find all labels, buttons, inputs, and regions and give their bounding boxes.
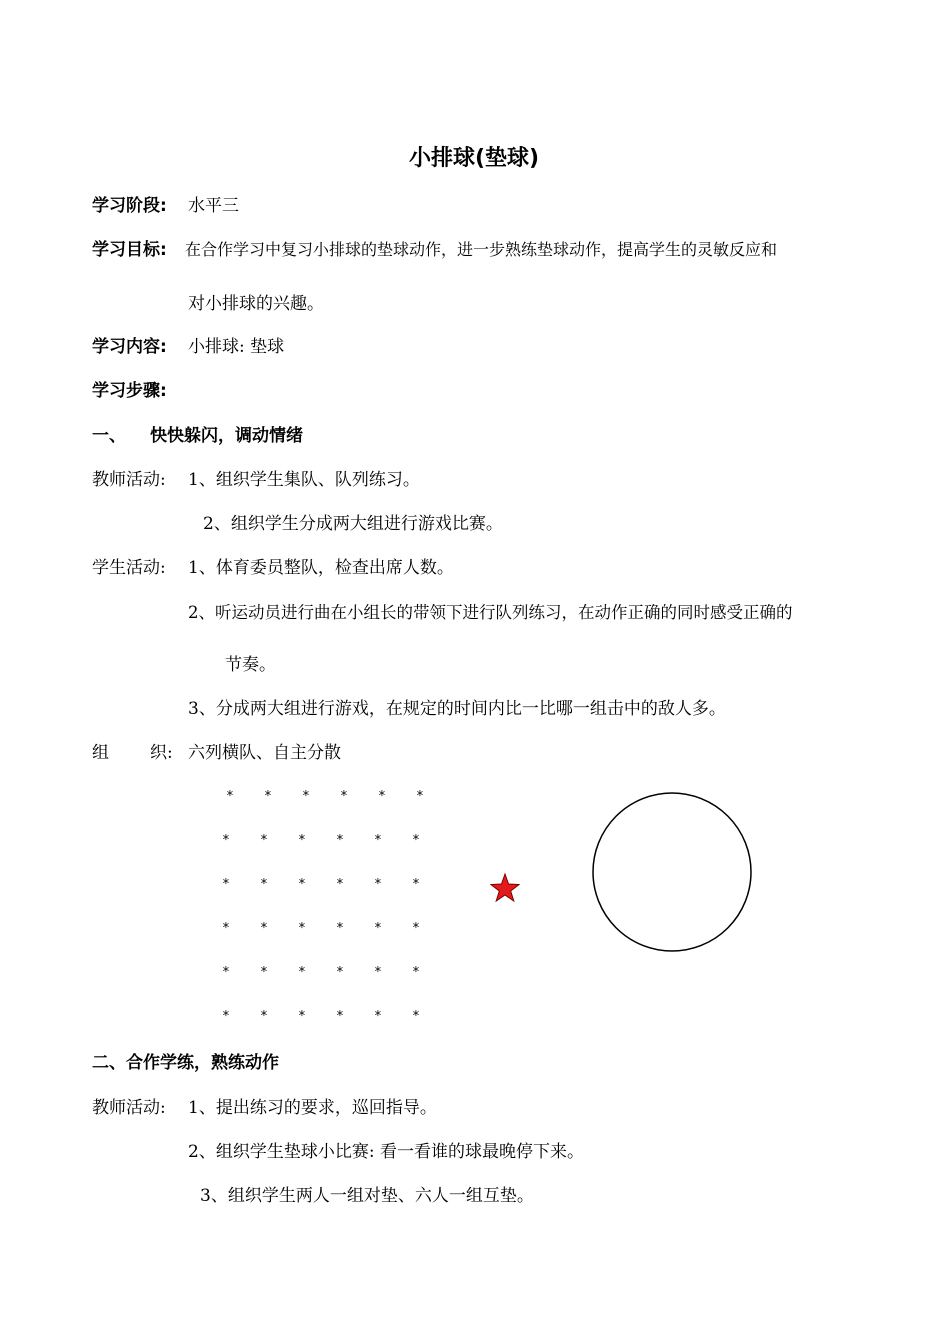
student-marker: * — [374, 877, 382, 892]
org-label-part2: 织: — [150, 743, 173, 763]
student-marker: * — [374, 921, 382, 936]
student-marker: * — [298, 921, 306, 936]
s1-student-label: 学生活动: — [92, 558, 166, 578]
student-marker: * — [298, 965, 306, 980]
goal-label: 学习目标: — [92, 240, 167, 260]
s2-teacher-item: 1、提出练习的要求，巡回指导。 — [188, 1098, 437, 1118]
steps-label: 学习步骤: — [92, 381, 167, 401]
student-marker: * — [374, 833, 382, 848]
goal-text-line2: 对小排球的兴趣。 — [188, 294, 324, 314]
org-value: 六列横队、自主分散 — [188, 743, 341, 763]
section1-heading: 快快躲闪，调动情绪 — [150, 426, 303, 446]
student-marker: * — [222, 1009, 230, 1024]
section1-number: 一、 — [92, 426, 126, 446]
student-marker: * — [336, 1009, 344, 1024]
student-marker: * — [264, 789, 272, 804]
student-marker: * — [412, 965, 420, 980]
student-marker: * — [260, 1009, 268, 1024]
student-marker: * — [298, 833, 306, 848]
s1-student-item: 2、听运动员进行曲在小组长的带领下进行队列练习，在动作正确的同时感受正确的 — [188, 603, 793, 622]
student-marker: * — [222, 877, 230, 892]
student-marker: * — [260, 877, 268, 892]
content-label: 学习内容: — [92, 337, 167, 357]
page-title: 小排球(垫球) — [409, 146, 540, 171]
student-marker: * — [374, 1009, 382, 1024]
s2-teacher-label: 教师活动: — [92, 1098, 166, 1118]
s2-teacher-item: 3、组织学生两人一组对垫、六人一组互垫。 — [200, 1186, 534, 1206]
student-marker: * — [260, 921, 268, 936]
s1-teacher-item: 1、组织学生集队、队列练习。 — [188, 470, 420, 490]
goal-text-line1: 在合作学习中复习小排球的垫球动作，进一步熟练垫球动作，提高学生的灵敏反应和 — [185, 240, 778, 259]
student-marker: * — [340, 789, 348, 804]
teacher-star-icon — [491, 874, 519, 901]
org-label-part1: 组 — [92, 743, 109, 763]
student-marker: * — [416, 789, 424, 804]
student-marker: * — [226, 789, 234, 804]
s1-teacher-label: 教师活动: — [92, 470, 166, 490]
student-marker: * — [412, 921, 420, 936]
student-marker: * — [378, 789, 386, 804]
s1-student-item: 3、分成两大组进行游戏，在规定的时间内比一比哪一组击中的敌人多。 — [188, 699, 726, 719]
s1-student-item-cont: 节奏。 — [225, 655, 276, 675]
activity-circle — [593, 793, 751, 951]
student-marker: * — [336, 921, 344, 936]
student-marker: * — [260, 833, 268, 848]
student-marker: * — [260, 965, 268, 980]
student-marker: * — [222, 965, 230, 980]
student-marker: * — [302, 789, 310, 804]
student-marker: * — [336, 877, 344, 892]
student-marker: * — [336, 833, 344, 848]
student-marker: * — [222, 833, 230, 848]
section2-heading: 二、合作学练，熟练动作 — [92, 1053, 279, 1073]
student-marker: * — [298, 1009, 306, 1024]
student-marker: * — [374, 965, 382, 980]
stage-label: 学习阶段: — [92, 196, 167, 216]
student-marker: * — [412, 833, 420, 848]
student-marker: * — [336, 965, 344, 980]
student-marker: * — [412, 1009, 420, 1024]
student-marker: * — [222, 921, 230, 936]
content-value: 小排球: 垫球 — [188, 337, 285, 357]
s1-student-item: 1、体育委员整队，检查出席人数。 — [188, 558, 454, 578]
student-marker: * — [412, 877, 420, 892]
stage-value: 水平三 — [188, 196, 239, 216]
s1-teacher-item: 2、组织学生分成两大组进行游戏比赛。 — [203, 514, 503, 534]
s2-teacher-item: 2、组织学生垫球小比赛: 看一看谁的球最晚停下来。 — [188, 1142, 584, 1162]
student-marker: * — [298, 877, 306, 892]
